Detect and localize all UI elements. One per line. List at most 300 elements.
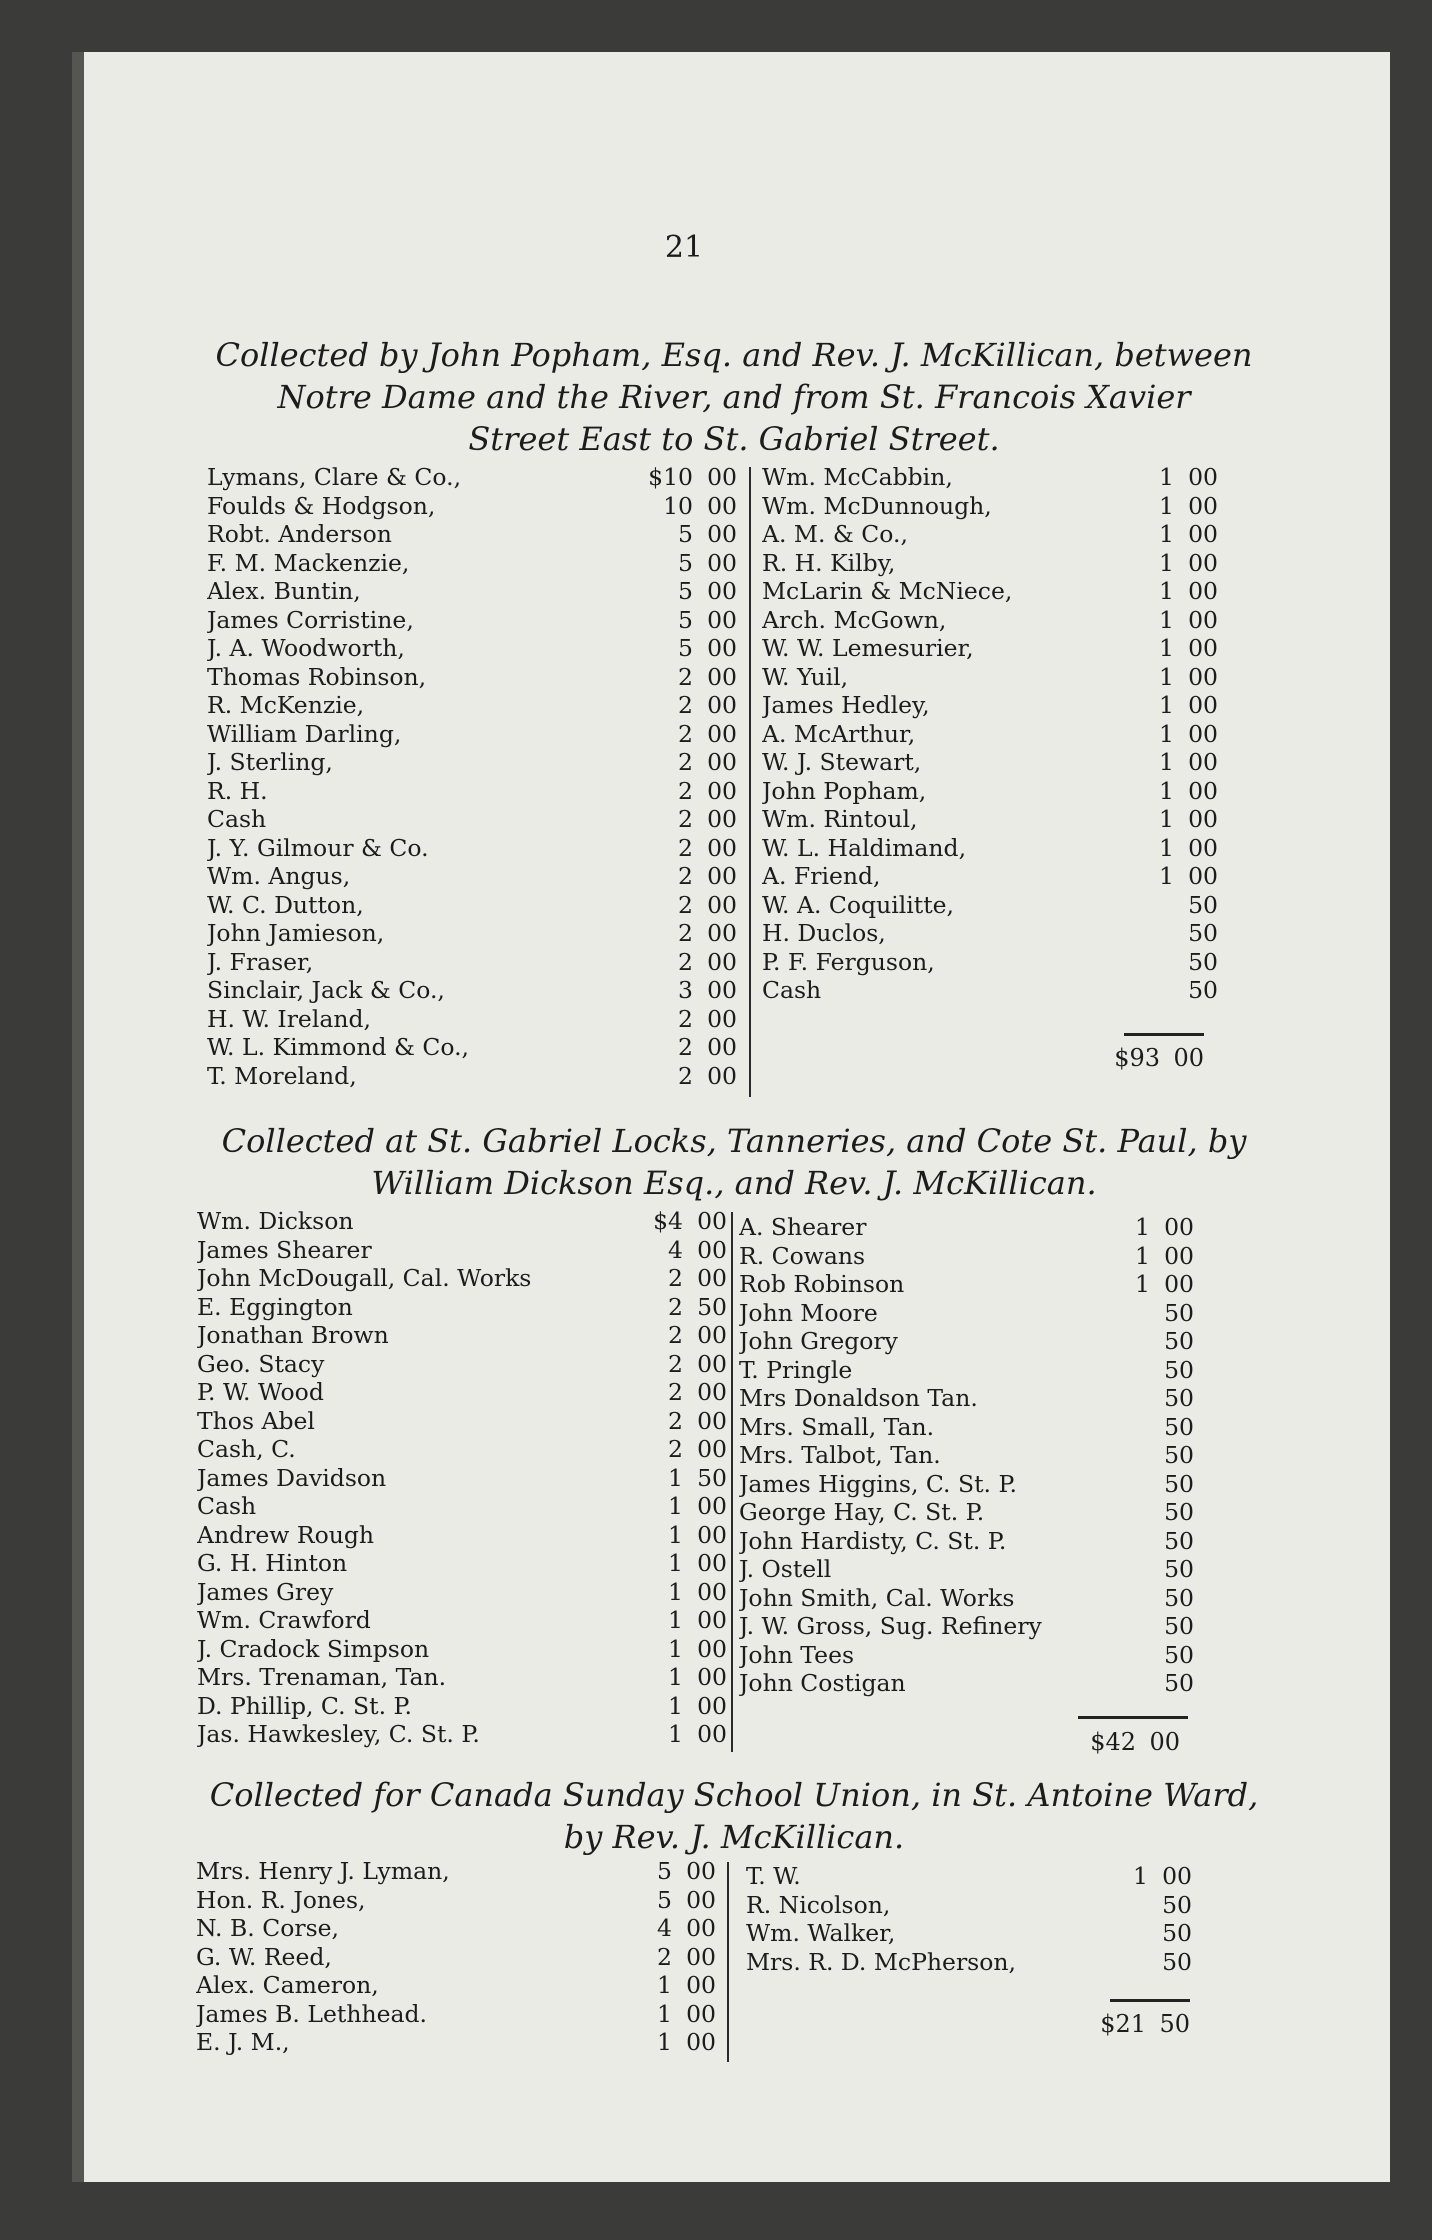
ledger-row bbox=[207, 577, 737, 606]
ledger-row bbox=[739, 1584, 1194, 1613]
section-3-heading bbox=[184, 1774, 1284, 1858]
donor-name: T. Moreland, bbox=[207, 1061, 357, 1090]
ledger-row bbox=[196, 1943, 716, 1972]
donor-name: Thos Abel bbox=[197, 1406, 315, 1435]
amount-cents: 50 bbox=[1164, 1526, 1194, 1555]
ledger-row bbox=[197, 1321, 727, 1350]
amount-dollars: 2 bbox=[668, 1435, 683, 1463]
amount-cents: 00 bbox=[1188, 719, 1218, 748]
amount-cents: 00 bbox=[1188, 805, 1218, 833]
ledger-row bbox=[762, 976, 1218, 1005]
donor-name: D. Phillip, C. St. P. bbox=[197, 1691, 413, 1720]
section-3-right-column bbox=[746, 1862, 1192, 1976]
amount-dollars: 5 bbox=[657, 1885, 672, 1914]
column-divider bbox=[731, 1212, 733, 1752]
ledger-row bbox=[197, 1378, 727, 1407]
ledger-row bbox=[197, 1720, 727, 1749]
donor-name: P. F. Ferguson, bbox=[762, 947, 935, 976]
donor-name: Alex. Cameron, bbox=[196, 1971, 379, 1999]
donor-name: Alex. Buntin, bbox=[207, 577, 361, 605]
ledger-row bbox=[762, 891, 1218, 920]
ledger-row bbox=[762, 634, 1218, 663]
amount-cents: 00 bbox=[1188, 577, 1218, 605]
ledger-row bbox=[739, 1413, 1194, 1442]
amount-cents: 00 bbox=[707, 548, 737, 577]
ledger-row bbox=[207, 691, 737, 720]
ledger-row bbox=[207, 976, 737, 1005]
ledger-row bbox=[739, 1384, 1194, 1413]
amount-cents: 50 bbox=[1164, 1298, 1194, 1327]
ledger-row bbox=[762, 606, 1218, 635]
ledger-row bbox=[197, 1207, 727, 1236]
amount-cents: 00 bbox=[697, 1720, 727, 1748]
donor-name: W. Yuil, bbox=[762, 662, 849, 691]
ledger-row bbox=[762, 520, 1218, 549]
ledger-row bbox=[739, 1270, 1194, 1299]
amount-cents: 50 bbox=[1164, 1612, 1194, 1640]
donor-name: R. H. bbox=[207, 776, 268, 805]
amount-dollars: 1 bbox=[657, 2028, 672, 2056]
amount-dollars: 1 bbox=[1159, 491, 1174, 520]
ledger-row bbox=[762, 663, 1218, 692]
amount-dollars: 1 bbox=[1159, 776, 1174, 805]
ledger-row bbox=[207, 606, 737, 635]
amount-dollars: 1 bbox=[1159, 605, 1174, 634]
donor-name: N. B. Corse, bbox=[196, 1914, 340, 1942]
donor-name: Arch. McGown, bbox=[762, 605, 947, 634]
ledger-row bbox=[739, 1356, 1194, 1385]
donor-name: McLarin & McNiece, bbox=[762, 577, 1013, 605]
amount-cents: 50 bbox=[1164, 1583, 1194, 1612]
amount-cents: 00 bbox=[697, 1663, 727, 1691]
amount-cents: 50 bbox=[1164, 1555, 1194, 1583]
amount-cents: 00 bbox=[1188, 748, 1218, 776]
donor-name: Andrew Rough bbox=[197, 1520, 375, 1549]
total-rule bbox=[1110, 1999, 1190, 2002]
ledger-row bbox=[196, 1857, 716, 1886]
ledger-row bbox=[196, 1971, 716, 2000]
amount-dollars: 5 bbox=[657, 1857, 672, 1885]
ledger-row bbox=[197, 1578, 727, 1607]
amount-cents: 50 bbox=[1188, 976, 1218, 1004]
amount-dollars: 2 bbox=[678, 748, 693, 776]
donor-name: John Gregory bbox=[739, 1327, 898, 1355]
heading-line: Collected at St. Gabriel Locks, Tanneries, and Cote St. Paul, by bbox=[221, 1122, 1247, 1160]
ledger-row bbox=[197, 1663, 727, 1692]
amount-cents: 00 bbox=[707, 748, 737, 776]
donor-name: P. W. Wood bbox=[197, 1378, 324, 1406]
amount-dollars: 1 bbox=[1135, 1241, 1150, 1270]
ledger-row bbox=[197, 1521, 727, 1550]
amount-dollars: 2 bbox=[678, 1004, 693, 1033]
ledger-row bbox=[739, 1299, 1194, 1328]
amount-dollars: 2 bbox=[678, 919, 693, 947]
amount-cents: 00 bbox=[707, 947, 737, 976]
ledger-row bbox=[197, 1549, 727, 1578]
amount-dollars: 1 bbox=[1159, 662, 1174, 691]
amount-cents: 00 bbox=[697, 1435, 727, 1463]
amount-dollars: 1 bbox=[668, 1520, 683, 1549]
donor-name: E. J. M., bbox=[196, 2028, 290, 2056]
amount-cents: 00 bbox=[697, 1235, 727, 1264]
donor-name: T. W. bbox=[746, 1862, 801, 1890]
amount-cents: 00 bbox=[707, 634, 737, 662]
ledger-row bbox=[207, 862, 737, 891]
ledger-row bbox=[746, 1948, 1192, 1977]
donor-name: J. A. Woodworth, bbox=[207, 634, 405, 662]
amount-cents: 00 bbox=[686, 1971, 716, 1999]
heading-line: William Dickson Esq., and Rev. J. McKillican. bbox=[371, 1164, 1097, 1202]
amount-cents: 00 bbox=[1188, 605, 1218, 634]
donor-name: J. W. Gross, Sug. Refinery bbox=[739, 1612, 1042, 1640]
amount-cents: 50 bbox=[1162, 1947, 1192, 1976]
ledger-row bbox=[739, 1498, 1194, 1527]
donor-name: W. L. Haldimand, bbox=[762, 833, 967, 862]
ledger-row bbox=[762, 777, 1218, 806]
amount-dollars: 1 bbox=[1159, 548, 1174, 577]
amount-cents: 00 bbox=[697, 1492, 727, 1520]
ledger-row bbox=[197, 1464, 727, 1493]
amount-cents: 00 bbox=[697, 1549, 727, 1577]
amount-dollars: 1 bbox=[668, 1663, 683, 1691]
donor-name: James B. Lethhead. bbox=[196, 1999, 428, 2028]
section-2-left-column bbox=[197, 1207, 727, 1749]
amount-dollars: 5 bbox=[678, 548, 693, 577]
donor-name: Mrs. Small, Tan. bbox=[739, 1412, 935, 1441]
donor-name: H. W. Ireland, bbox=[207, 1004, 372, 1033]
total-cents: 50 bbox=[1159, 2010, 1190, 2038]
amount-cents: 00 bbox=[707, 1061, 737, 1090]
donor-name: Foulds & Hodgson, bbox=[207, 491, 436, 520]
amount-cents: 50 bbox=[1162, 1890, 1192, 1919]
amount-cents: 00 bbox=[697, 1634, 727, 1663]
amount-cents: 00 bbox=[686, 1942, 716, 1971]
ledger-row bbox=[207, 834, 737, 863]
amount-cents: 00 bbox=[697, 1378, 727, 1406]
amount-dollars: 5 bbox=[678, 577, 693, 605]
document-page bbox=[72, 52, 1390, 2182]
amount-cents: 00 bbox=[707, 862, 737, 890]
page-number: 21 bbox=[664, 230, 704, 265]
donor-name: James Hedley, bbox=[762, 691, 930, 719]
amount-cents: 00 bbox=[697, 1606, 727, 1634]
amount-cents: 00 bbox=[1164, 1241, 1194, 1270]
amount-dollars: 2 bbox=[678, 1033, 693, 1061]
ledger-row bbox=[207, 492, 737, 521]
donor-name: A. Friend, bbox=[762, 862, 881, 890]
donor-name: J. Ostell bbox=[739, 1555, 832, 1583]
total-dollars: $93 bbox=[1114, 1044, 1160, 1072]
amount-dollars: 1 bbox=[668, 1606, 683, 1634]
amount-cents: 00 bbox=[1188, 634, 1218, 662]
amount-cents: 50 bbox=[1162, 1919, 1192, 1947]
amount-dollars: 2 bbox=[678, 662, 693, 691]
donor-name: John Costigan bbox=[739, 1669, 906, 1697]
donor-name: Wm. Dickson bbox=[197, 1207, 354, 1235]
donor-name: Thomas Robinson, bbox=[207, 662, 427, 691]
amount-dollars: 2 bbox=[678, 719, 693, 748]
donor-name: Jonathan Brown bbox=[197, 1321, 389, 1349]
amount-dollars: 1 bbox=[1159, 862, 1174, 890]
amount-cents: 00 bbox=[1188, 463, 1218, 491]
amount-cents: 00 bbox=[1188, 776, 1218, 805]
amount-dollars: 2 bbox=[668, 1378, 683, 1406]
amount-cents: 50 bbox=[1164, 1441, 1194, 1469]
amount-cents: 00 bbox=[1188, 862, 1218, 890]
total-cents: 00 bbox=[1173, 1044, 1204, 1072]
ledger-row bbox=[207, 663, 737, 692]
donor-name: John McDougall, Cal. Works bbox=[197, 1264, 532, 1292]
donor-name: G. W. Reed, bbox=[196, 1942, 332, 1971]
amount-dollars: 2 bbox=[678, 1061, 693, 1090]
ledger-row bbox=[197, 1635, 727, 1664]
amount-cents: 00 bbox=[697, 1321, 727, 1349]
donor-name: W. A. Coquilitte, bbox=[762, 890, 955, 919]
amount-dollars: 2 bbox=[668, 1349, 683, 1378]
donor-name: J. Cradock Simpson bbox=[197, 1634, 430, 1663]
amount-dollars: 1 bbox=[668, 1720, 683, 1748]
donor-name: R. H. Kilby, bbox=[762, 548, 896, 577]
amount-cents: 00 bbox=[1188, 520, 1218, 548]
amount-cents: 50 bbox=[697, 1463, 727, 1492]
heading-line: by Rev. J. McKillican. bbox=[563, 1818, 905, 1856]
amount-cents: 00 bbox=[707, 805, 737, 833]
amount-cents: 00 bbox=[707, 1033, 737, 1061]
donor-name: James Grey bbox=[197, 1577, 334, 1606]
ledger-row bbox=[762, 805, 1218, 834]
donor-name: James Corristine, bbox=[207, 605, 414, 634]
amount-dollars: 1 bbox=[657, 1971, 672, 1999]
ledger-row bbox=[207, 549, 737, 578]
donor-name: John Tees bbox=[739, 1640, 855, 1669]
ledger-row bbox=[196, 1886, 716, 1915]
amount-cents: 00 bbox=[686, 1914, 716, 1942]
ledger-row bbox=[207, 919, 737, 948]
amount-dollars: 1 bbox=[668, 1634, 683, 1663]
ledger-row bbox=[207, 1033, 737, 1062]
donor-name: James Shearer bbox=[197, 1235, 372, 1264]
amount-dollars: 2 bbox=[678, 776, 693, 805]
amount-cents: 00 bbox=[1164, 1270, 1194, 1298]
amount-dollars: 5 bbox=[678, 520, 693, 548]
section-1-left-column bbox=[207, 463, 737, 1090]
amount-cents: 00 bbox=[686, 1857, 716, 1885]
amount-cents: 50 bbox=[1164, 1498, 1194, 1526]
amount-dollars: 1 bbox=[668, 1463, 683, 1492]
amount-cents: 00 bbox=[707, 577, 737, 605]
amount-dollars: 1 bbox=[1135, 1270, 1150, 1298]
donor-name: Wm. Rintoul, bbox=[762, 805, 918, 833]
ledger-row bbox=[197, 1236, 727, 1265]
amount-cents: 50 bbox=[1164, 1412, 1194, 1441]
total-rule bbox=[1124, 1033, 1204, 1036]
ledger-row bbox=[762, 492, 1218, 521]
donor-name: A. M. & Co., bbox=[762, 520, 908, 548]
donor-name: W. W. Lemesurier, bbox=[762, 634, 974, 662]
ledger-row bbox=[207, 634, 737, 663]
donor-name: Geo. Stacy bbox=[197, 1349, 325, 1378]
amount-cents: 50 bbox=[1164, 1355, 1194, 1384]
ledger-row bbox=[207, 1005, 737, 1034]
ledger-row bbox=[739, 1527, 1194, 1556]
column-divider bbox=[727, 1862, 729, 2062]
column-divider bbox=[749, 467, 751, 1097]
amount-cents: 00 bbox=[707, 520, 737, 548]
amount-cents: 00 bbox=[697, 1207, 727, 1235]
ledger-row bbox=[207, 720, 737, 749]
section-3-total bbox=[1084, 2010, 1190, 2038]
ledger-row bbox=[762, 748, 1218, 777]
donor-name: Rob Robinson bbox=[739, 1270, 905, 1298]
amount-cents: 00 bbox=[707, 691, 737, 719]
amount-cents: 00 bbox=[697, 1577, 727, 1606]
donor-name: J. Sterling, bbox=[207, 748, 333, 776]
amount-dollars: 1 bbox=[1159, 520, 1174, 548]
section-1-right-column bbox=[762, 463, 1218, 1005]
donor-name: J. Y. Gilmour & Co. bbox=[207, 833, 429, 862]
amount-dollars: $4 bbox=[653, 1207, 683, 1235]
donor-name: Cash bbox=[197, 1492, 257, 1520]
donor-name: W. L. Kimmond & Co., bbox=[207, 1033, 470, 1061]
donor-name: W. C. Dutton, bbox=[207, 890, 364, 919]
total-dollars: $21 bbox=[1100, 2010, 1146, 2038]
ledger-row bbox=[739, 1669, 1194, 1698]
donor-name: Wm. Crawford bbox=[197, 1606, 371, 1634]
ledger-row bbox=[207, 891, 737, 920]
amount-dollars: 2 bbox=[678, 805, 693, 833]
ledger-row bbox=[762, 919, 1218, 948]
amount-cents: 00 bbox=[697, 1264, 727, 1292]
ledger-row bbox=[739, 1470, 1194, 1499]
donor-name: W. J. Stewart, bbox=[762, 748, 922, 776]
amount-dollars: 10 bbox=[663, 491, 693, 520]
amount-dollars: 1 bbox=[1135, 1213, 1150, 1241]
donor-name: G. H. Hinton bbox=[197, 1549, 348, 1577]
ledger-row bbox=[739, 1641, 1194, 1670]
donor-name: R. Nicolson, bbox=[746, 1890, 891, 1919]
donor-name: John Hardisty, C. St. P. bbox=[739, 1526, 1007, 1555]
section-3-left-column bbox=[196, 1857, 716, 2057]
amount-cents: 50 bbox=[1164, 1469, 1194, 1498]
amount-dollars: 1 bbox=[1159, 719, 1174, 748]
donor-name: A. McArthur, bbox=[762, 719, 916, 748]
ledger-row bbox=[762, 549, 1218, 578]
amount-dollars: 1 bbox=[668, 1492, 683, 1520]
donor-name: Wm. Angus, bbox=[207, 862, 351, 890]
amount-dollars: 2 bbox=[668, 1406, 683, 1435]
donor-name: Lymans, Clare & Co., bbox=[207, 463, 462, 491]
amount-cents: 50 bbox=[697, 1292, 727, 1321]
amount-cents: 00 bbox=[707, 890, 737, 919]
amount-dollars: 1 bbox=[1159, 833, 1174, 862]
amount-dollars: 1 bbox=[668, 1577, 683, 1606]
amount-dollars: 1 bbox=[1159, 577, 1174, 605]
donor-name: R. McKenzie, bbox=[207, 691, 365, 719]
donor-name: William Darling, bbox=[207, 719, 402, 748]
amount-dollars: 2 bbox=[678, 947, 693, 976]
amount-cents: 00 bbox=[707, 776, 737, 805]
amount-cents: 00 bbox=[707, 662, 737, 691]
donor-name: Mrs. Trenaman, Tan. bbox=[197, 1663, 447, 1691]
ledger-row bbox=[197, 1606, 727, 1635]
amount-cents: 00 bbox=[707, 463, 737, 491]
amount-cents: 00 bbox=[707, 833, 737, 862]
amount-cents: 50 bbox=[1188, 890, 1218, 919]
ledger-row bbox=[739, 1555, 1194, 1584]
amount-cents: 00 bbox=[707, 976, 737, 1004]
amount-cents: 00 bbox=[707, 719, 737, 748]
amount-dollars: 2 bbox=[678, 833, 693, 862]
donor-name: George Hay, C. St. P. bbox=[739, 1498, 985, 1526]
donor-name: Jas. Hawkesley, C. St. P. bbox=[197, 1720, 480, 1748]
ledger-row bbox=[762, 463, 1218, 492]
section-1-heading bbox=[184, 334, 1284, 460]
donor-name: Sinclair, Jack & Co., bbox=[207, 976, 445, 1004]
heading-line: Notre Dame and the River, and from St. Francois Xavier bbox=[277, 378, 1191, 416]
donor-name: H. Duclos, bbox=[762, 919, 886, 947]
amount-cents: 00 bbox=[707, 605, 737, 634]
donor-name: Mrs. Henry J. Lyman, bbox=[196, 1857, 450, 1885]
total-cents: 00 bbox=[1149, 1728, 1180, 1756]
amount-dollars: 1 bbox=[668, 1691, 683, 1720]
donor-name: E. Eggington bbox=[197, 1292, 353, 1321]
ledger-row bbox=[207, 748, 737, 777]
amount-cents: 00 bbox=[697, 1349, 727, 1378]
amount-cents: 50 bbox=[1164, 1327, 1194, 1355]
ledger-row bbox=[197, 1264, 727, 1293]
donor-name: Mrs. Talbot, Tan. bbox=[739, 1441, 941, 1469]
total-rule bbox=[1078, 1716, 1188, 1719]
amount-dollars: 1 bbox=[1159, 805, 1174, 833]
amount-dollars: 1 bbox=[1159, 634, 1174, 662]
amount-dollars: 1 bbox=[1133, 1862, 1148, 1890]
donor-name: Wm. McCabbin, bbox=[762, 463, 953, 491]
amount-cents: 00 bbox=[707, 491, 737, 520]
amount-dollars: 2 bbox=[668, 1292, 683, 1321]
donor-name: Cash, C. bbox=[197, 1435, 296, 1463]
donor-name: James Davidson bbox=[197, 1463, 387, 1492]
amount-dollars: 2 bbox=[668, 1264, 683, 1292]
amount-cents: 00 bbox=[686, 1999, 716, 2028]
donor-name: T. Pringle bbox=[739, 1355, 853, 1384]
amount-cents: 00 bbox=[1164, 1213, 1194, 1241]
ledger-row bbox=[197, 1492, 727, 1521]
donor-name: Cash bbox=[762, 976, 822, 1004]
ledger-row bbox=[746, 1862, 1192, 1891]
amount-dollars: 2 bbox=[678, 862, 693, 890]
donor-name: James Higgins, C. St. P. bbox=[739, 1469, 1017, 1498]
amount-dollars: 2 bbox=[678, 890, 693, 919]
ledger-row bbox=[207, 463, 737, 492]
ledger-row bbox=[739, 1441, 1194, 1470]
ledger-row bbox=[739, 1242, 1194, 1271]
ledger-row bbox=[762, 577, 1218, 606]
donor-name: John Popham, bbox=[762, 776, 927, 805]
amount-cents: 00 bbox=[1188, 662, 1218, 691]
ledger-row bbox=[207, 777, 737, 806]
amount-cents: 50 bbox=[1164, 1669, 1194, 1697]
ledger-row bbox=[762, 948, 1218, 977]
heading-line: Collected for Canada Sunday School Union, in St. Antoine Ward, bbox=[209, 1776, 1259, 1814]
ledger-row bbox=[197, 1407, 727, 1436]
amount-cents: 00 bbox=[697, 1520, 727, 1549]
donor-name: Robt. Anderson bbox=[207, 520, 392, 548]
amount-cents: 50 bbox=[1188, 919, 1218, 947]
ledger-row bbox=[197, 1692, 727, 1721]
ledger-row bbox=[196, 1914, 716, 1943]
amount-dollars: 1 bbox=[668, 1549, 683, 1577]
donor-name: J. Fraser, bbox=[207, 947, 314, 976]
